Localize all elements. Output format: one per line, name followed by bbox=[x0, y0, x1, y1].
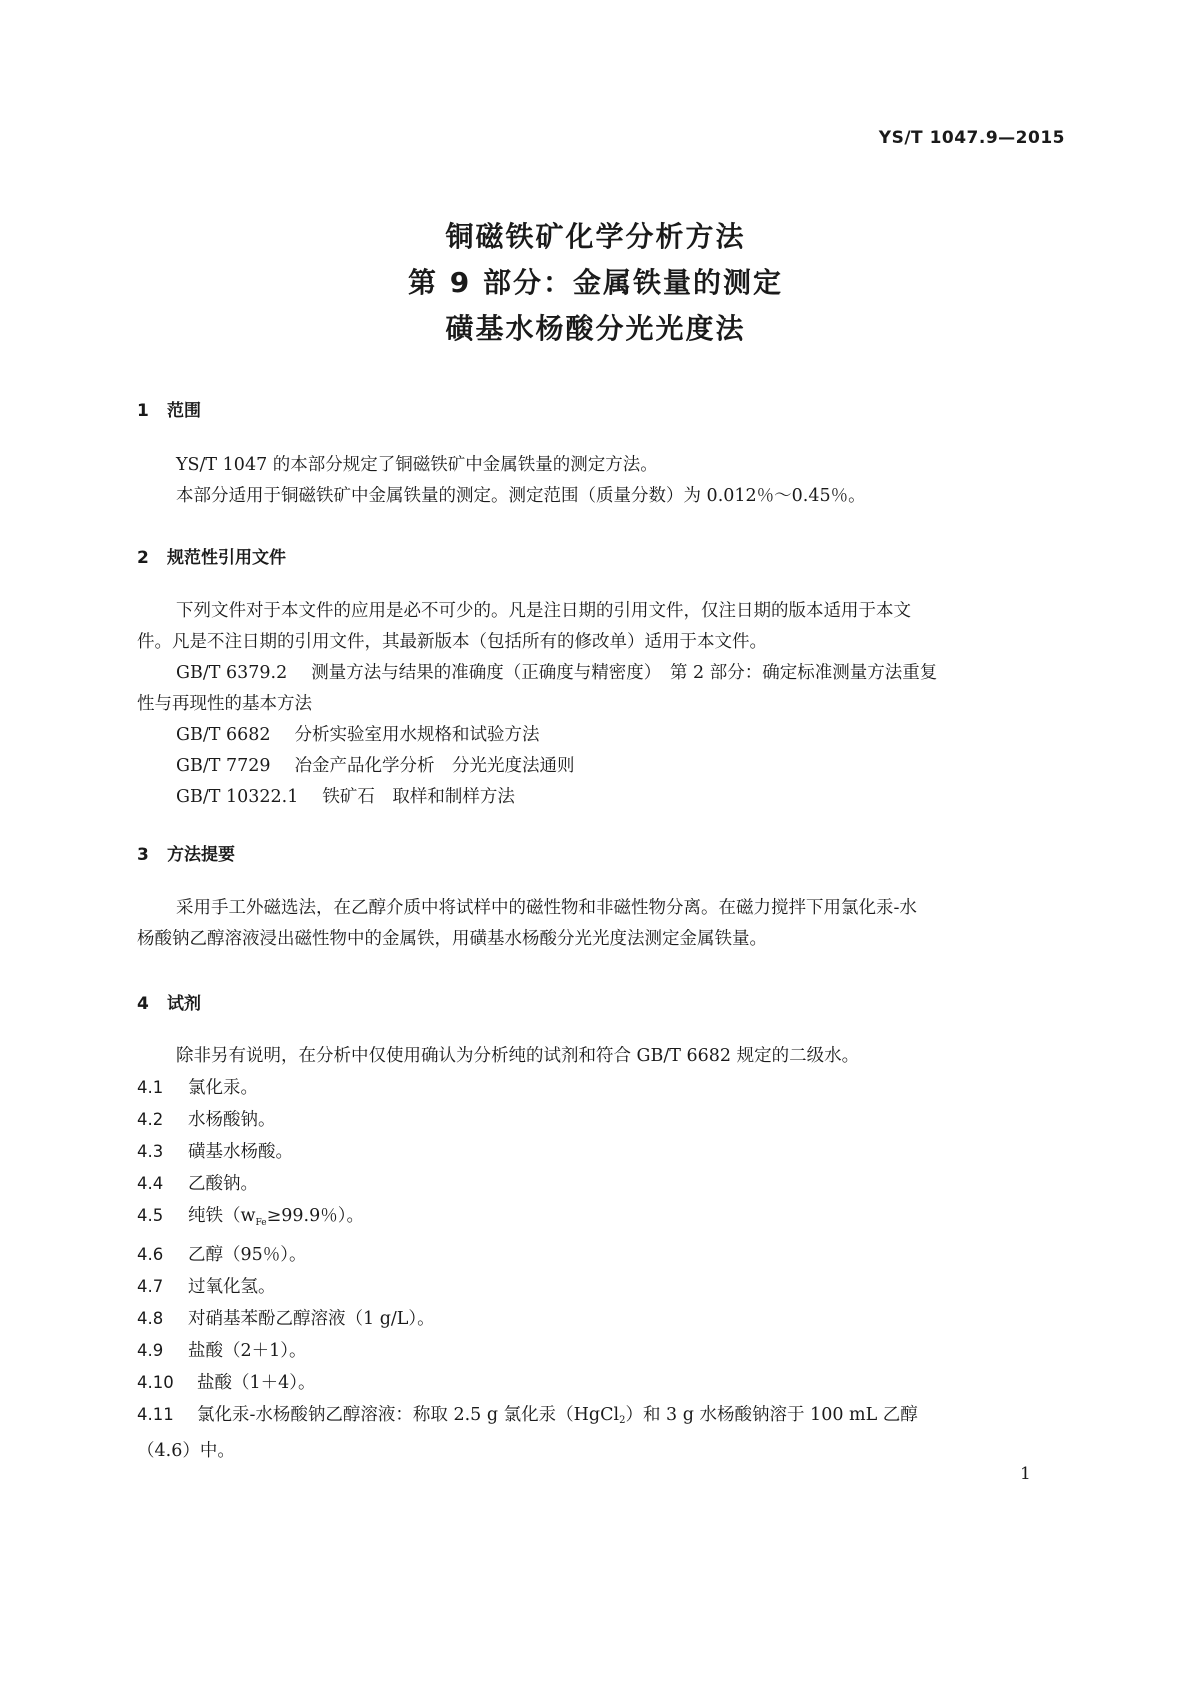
reagent-item: 4.2 水杨酸钠。 bbox=[137, 1110, 276, 1130]
reagent-item: 4.10 盐酸（1＋4）。 bbox=[137, 1373, 316, 1393]
normative-references-rest bbox=[176, 720, 575, 813]
reagent-item: 4.6 乙醇（95％）。 bbox=[137, 1245, 307, 1265]
paragraph: YS/T 1047 的本部分规定了铜磁铁矿中金属铁量的测定方法。 bbox=[176, 455, 658, 475]
reagent-list bbox=[137, 1041, 1057, 1467]
title-line-3: 磺基水杨酸分光光度法 bbox=[445, 312, 746, 345]
reagent-item: 4.3 磺基水杨酸。 bbox=[137, 1142, 293, 1162]
standard-code: YS/T 1047.9—2015 bbox=[878, 128, 1065, 148]
section-4-heading: 4 试剂 bbox=[137, 994, 201, 1014]
reagent-item-continuation: （4.6）中。 bbox=[137, 1441, 235, 1461]
paragraph-line: 下列文件对于本文件的应用是必不可少的。凡是注日期的引用文件，仅注日期的版本适用于本文 bbox=[176, 601, 911, 621]
reference-item: GB/T 7729 冶金产品化学分析 分光光度法通则 bbox=[176, 756, 575, 776]
document-title bbox=[0, 214, 1191, 352]
section-1-heading: 1 范围 bbox=[137, 401, 201, 421]
reagent-item: 4.1 氯化汞。 bbox=[137, 1078, 258, 1098]
reference-item: GB/T 6379.2 测量方法与结果的准确度（正确度与精密度） 第 2 部分：确定标准测量方法重复 bbox=[176, 663, 938, 683]
title-line-1: 铜磁铁矿化学分析方法 bbox=[445, 220, 746, 253]
paragraph-line: 件。凡是不注日期的引用文件，其最新版本（包括所有的修改单）适用于本文件。 bbox=[137, 632, 767, 652]
section-2-body bbox=[137, 596, 1057, 658]
section-3-body bbox=[137, 893, 1057, 955]
title-line-2: 第 9 部分：金属铁量的测定 bbox=[408, 266, 783, 299]
section-2-heading: 2 规范性引用文件 bbox=[137, 548, 286, 568]
paragraph-line: 杨酸钠乙醇溶液浸出磁性物中的金属铁，用磺基水杨酸分光光度法测定金属铁量。 bbox=[137, 929, 767, 949]
paragraph: 本部分适用于铜磁铁矿中金属铁量的测定。测定范围（质量分数）为 0.012％～0.45％。 bbox=[176, 486, 866, 506]
paragraph-line: 采用手工外磁选法，在乙醇介质中将试样中的磁性物和非磁性物分离。在磁力搅拌下用氯化汞-水 bbox=[176, 898, 917, 918]
normative-references bbox=[176, 658, 937, 689]
reagent-item: 4.11 氯化汞-水杨酸钠乙醇溶液：称取 2.5 g 氯化汞（HgCl$_2$）和 3 g 水杨酸钠溶于 100 mL 乙醇 bbox=[137, 1405, 918, 1426]
section-4-intro: 除非另有说明，在分析中仅使用确认为分析纯的试剂和符合 GB/T 6682 规定的二级水。 bbox=[176, 1046, 860, 1066]
section-3-heading: 3 方法提要 bbox=[137, 845, 235, 865]
reagent-item: 4.9 盐酸（2＋1）。 bbox=[137, 1341, 307, 1361]
reference-continuation: 性与再现性的基本方法 bbox=[137, 694, 312, 714]
reagent-item: 4.8 对硝基苯酚乙醇溶液（1 g/L）。 bbox=[137, 1309, 435, 1329]
page-number: 1 bbox=[1020, 1464, 1031, 1484]
reagent-item: 4.4 乙酸钠。 bbox=[137, 1174, 258, 1194]
section-1-body bbox=[137, 450, 1057, 512]
reference-item: GB/T 6682 分析实验室用水规格和试验方法 bbox=[176, 725, 540, 745]
reagent-item: 4.5 纯铁（$w_{Fe}\ge 99.9$％）。 bbox=[137, 1206, 364, 1228]
reference-item: GB/T 10322.1 铁矿石 取样和制样方法 bbox=[176, 787, 515, 807]
reagent-item: 4.7 过氧化氢。 bbox=[137, 1277, 276, 1297]
